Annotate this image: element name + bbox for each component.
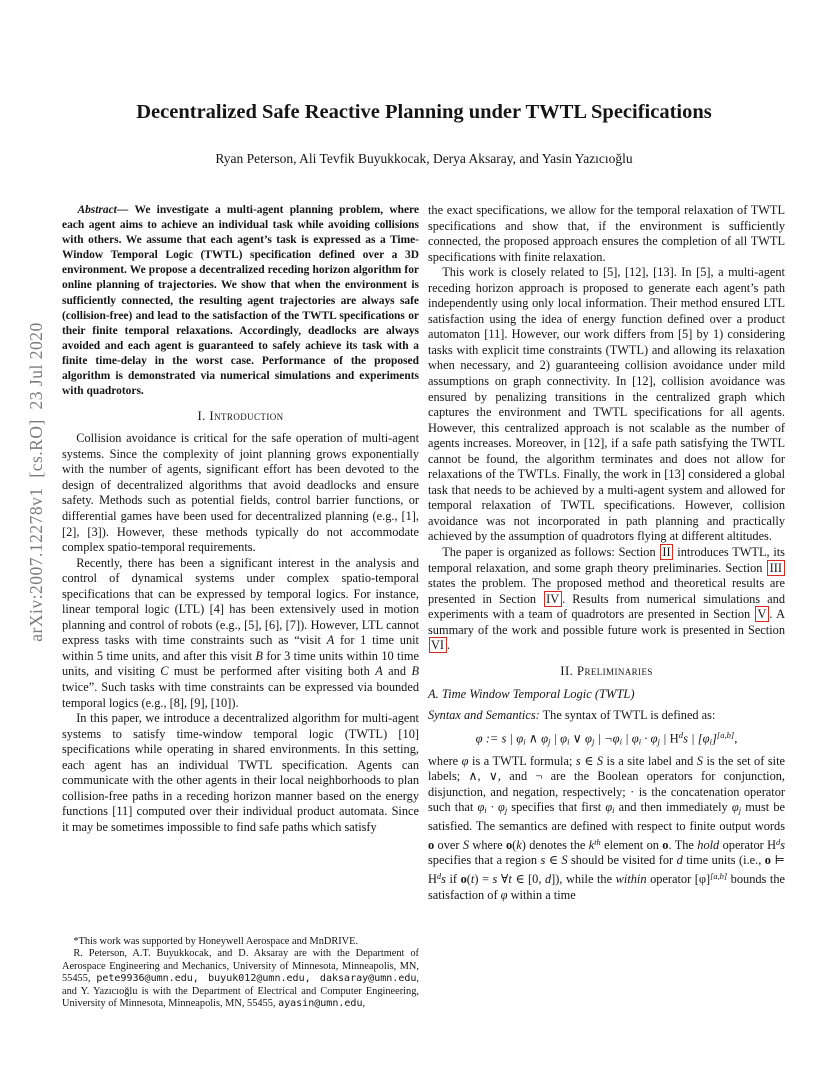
text-segment: (: [466, 872, 471, 887]
text-segment: i: [484, 806, 487, 816]
text-segment: |: [659, 731, 670, 746]
text-segment: k: [588, 837, 595, 852]
text-segment: ) denotes the: [521, 837, 589, 852]
text-segment: . A summary of the work and possible future work is presented in Section: [428, 607, 785, 637]
text-segment: | φ: [622, 731, 639, 746]
intro-paragraph-1: [62, 431, 419, 555]
text-segment: i: [612, 806, 615, 816]
text-segment: th: [594, 837, 601, 847]
text-segment: and then immediately: [614, 800, 732, 815]
text-segment: ∈: [545, 853, 562, 868]
text-segment: ∨ φ: [569, 731, 593, 746]
text-segment: operator: [719, 837, 768, 852]
text-segment: j: [504, 806, 508, 816]
text-segment: ⊨: [770, 853, 785, 868]
text-segment: o: [505, 837, 513, 852]
intro-paragraph-2: [62, 556, 419, 711]
section-ref-link[interactable]: IV: [544, 591, 562, 607]
text-segment: twice”. Such tasks with time constraints can be expressed via bounded temporal logics (e.g., [8], [9], [10]).: [62, 679, 419, 710]
text-segment: S: [696, 753, 703, 768]
text-segment: must be satisfied. The semantics are defined with respect to finite output words: [428, 800, 785, 834]
text-segment: j: [657, 736, 660, 747]
text-segment: The paper is organized as follows: Section: [442, 545, 660, 560]
related-paragraph-1: [428, 203, 785, 265]
text-segment: φ: [605, 800, 613, 815]
text-segment: j: [738, 806, 742, 816]
footnote-affiliations: [62, 948, 419, 1011]
text-segment: s: [540, 853, 546, 868]
text-segment: t: [508, 872, 512, 887]
text-segment: d: [436, 871, 442, 881]
text-segment: φ: [500, 887, 508, 902]
footnote-support: [62, 936, 419, 949]
text-segment: i: [638, 736, 642, 747]
text-segment: We investigate a multi-agent planning problem, where each agent aims to achieve an individual task while avoiding collisions with others. We assume that each agent’s task is expressed as a Time-Window Temporal Logic (TWTL) specification defined over a 3D environment. We propose a decentralized receding horizon algorithm for online planning of trajectories. We show that when the environment is sufficiently connected, the resulting agent trajectories are always safe (collision-free) and lead to the satisfaction of the TWTL specifications or their finite temporal relaxations. Accordingly, deadlocks are always avoided and each agent is guaranteed to safely achieve its task with a finite time-delay in the worst case. Performance of the proposed algorithm is demonstrated via numerical simulations and experiments with quadrotors.: [62, 204, 419, 398]
syntax-semantics-paragraph: [428, 708, 785, 724]
paper-title: Decentralized Safe Reactive Planning under TWTL Specifications: [136, 101, 712, 123]
text-segment: Syntax and Semantics:: [428, 707, 540, 722]
text-segment: is a site label and: [603, 753, 697, 768]
text-segment: .: [447, 638, 451, 653]
twtl-syntax-formula: [428, 730, 785, 746]
text-segment: for 3 time units within 10 time units, and visiting: [62, 648, 419, 679]
text-segment: time units (i.e.,: [682, 853, 765, 868]
text-segment: S: [462, 837, 470, 852]
text-segment: within a time: [507, 887, 576, 902]
text-segment: | ¬φ: [594, 731, 620, 746]
text-segment: This work is closely related to [5], [12], [13]. In [5], a multi-agent receding horizon approach is proposed to generate each agent’s path independently using only local information. Their method ensured LTL satisfaction using the idea of energy function defined over a product automaton [11]. However, our work differs from [5] by 1) considering tasks with explicit time constraints (TWTL) and allowing its relaxation when necessary, and 2) guaranteeing collision avoidance under mild assumptions on graph connectivity. In [12], collision avoidance was ensured by penalizing transitions in the centralized graph which captures the environment and TWTL specifications for all agents. However, this centralized approach is not scalable as the number of agents increases. Moreover, in [12], if a safe path satisfying the TWTL cannot be found, the algorithm terminates and does not allow for relaxations of the TWTLs. Finally, the work in [13] considered a global task that needs to be achieved by a multi-agent system and allowed for temporal relaxation of TWTL specifications. However, collision avoidance was not incorporated in path planning and practically achieved by the assumption of quadrotors flying at different altitudes.: [428, 265, 785, 544]
text-segment: j: [592, 736, 595, 747]
text-segment: element on: [600, 837, 663, 852]
text-segment: Recently, there has been a significant interest in the analysis and control of dynamical systems under complex spatio-temporal specifications that can be expressed by temporal logics. For instance, linear temporal logic (LTL) [4] has been extensively used in motion planning and control of robots (e.g., [5], [6], [7]). However, LTL cannot express tasks with time constraints such as “visit: [62, 555, 419, 648]
text-segment: j: [548, 736, 551, 747]
text-segment: within: [615, 872, 647, 887]
text-segment: specifies that a region: [428, 853, 541, 868]
text-segment: s: [492, 872, 498, 887]
text-segment: s: [575, 753, 581, 768]
text-segment: | [φ: [687, 731, 710, 746]
text-segment: ]), while the: [551, 872, 616, 887]
section-heading-preliminaries: II. Preliminaries: [560, 663, 653, 678]
text-segment: ]: [711, 731, 717, 746]
text-segment: φ: [731, 800, 739, 815]
text-segment: ,: [734, 731, 738, 746]
text-segment: Collision avoidance is critical for the safe operation of multi-agent systems. Since the complexity of joint planning grows exponentially with the number of agents, significant effort has been devoted to the design of decentralized algorithms that avoid deadlocks and ensure safety. Methods such as potential fields, control barrier functions, or differential games have been used for decentralized planning (e.g., [1], [2], [3]). However, these methods typically do not accommodate complex spatio-temporal requirements.: [62, 431, 419, 555]
text-segment: The syntax of TWTL is defined as:: [539, 707, 716, 722]
text-segment: φ := s | φ: [475, 731, 524, 746]
abstract: [62, 203, 419, 399]
paper-authors: Ryan Peterson, Ali Tevfik Buyukkocak, Derya Aksaray, and Yasin Yazıcıoğlu: [215, 151, 633, 166]
text-segment: specifies that first: [507, 800, 606, 815]
text-segment: ∀: [497, 872, 509, 887]
text-segment: | φ: [550, 731, 568, 746]
text-segment: H: [767, 837, 777, 852]
text-segment: d: [544, 872, 552, 887]
text-segment: s: [683, 731, 688, 746]
text-segment: is the set of site labels; ∧, ∨, and ¬ are the Boolean operators for conjunction, disjunction, and negation, respectively; · is the concatenation operator such that: [428, 753, 785, 815]
text-segment: , and Y. Yazıcıoğlu is with the Department of Electrical and Computer Engineering, University of Minnesota, Minneapolis, MN, 55455,: [62, 973, 420, 1010]
text-segment: ∈: [580, 753, 597, 768]
text-segment: φ: [461, 753, 469, 768]
text-segment: t: [470, 872, 475, 887]
section-ref-link[interactable]: VI: [429, 637, 447, 653]
text-segment: S: [561, 853, 568, 868]
text-segment: pete9936@umn.edu, buyuk012@umn.edu, daksaray@umn.edu: [96, 973, 417, 985]
text-segment: the exact specifications, we allow for the temporal relaxation of TWTL specifications and show that, if the environment is sufficiently connected, the proposed approach ensures the completion of all TWTL specifications with finite relaxation.: [428, 203, 785, 264]
text-segment: s: [780, 837, 786, 852]
text-segment: *This work was supported by Honeywell Aerospace and MnDRIVE.: [73, 935, 359, 947]
text-segment: H: [669, 731, 679, 746]
text-segment: over: [434, 837, 463, 852]
text-segment: hold: [697, 837, 720, 852]
text-segment: d: [676, 853, 683, 868]
text-segment: ∧ φ: [525, 731, 549, 746]
text-segment: must be performed after visiting both: [168, 664, 376, 679]
text-segment: In this paper, we introduce a decentralized algorithm for multi-agent systems to satisfy time-window temporal logic (TWTL) [10] specifications while operating in shared environments. In this setting, each agent has an individual TWTL specification. Agents can communicate with the other agents in their local neighborhoods to plan collision-free paths in a receding horizon manner based on the energy functions [11] computed over their individual product automata. Since it may be sometimes impossible to find safe paths which satisfy: [62, 711, 419, 834]
text-segment: o: [460, 872, 467, 887]
text-segment: i: [567, 736, 570, 747]
text-segment: d: [776, 837, 781, 847]
text-segment: where: [428, 753, 462, 768]
organization-paragraph: [428, 545, 785, 654]
text-segment: φ: [477, 800, 485, 815]
text-segment: and: [382, 664, 412, 679]
text-segment: introduces TWTL, its temporal relaxation, and some graph theory preliminaries. Section: [428, 545, 785, 575]
text-segment: . The: [668, 837, 698, 852]
text-segment: S: [596, 753, 604, 768]
text-segment: H: [428, 872, 437, 887]
section-ref-link[interactable]: V: [755, 606, 769, 622]
text-segment: · φ: [641, 731, 658, 746]
text-segment: bounds the satisfaction of: [428, 872, 785, 902]
text-segment: R. Peterson, A.T. Buyukkocak, and D. Aksaray are with the Department of Aerospace Engineering and Mechanics, University of Minnesota, Minneapolis, MN, 55455,: [62, 948, 419, 985]
text-segment: if: [445, 872, 461, 887]
text-segment: i: [709, 736, 712, 747]
text-segment: C: [160, 664, 169, 679]
text-segment: should be visited for: [567, 853, 677, 868]
text-segment: A: [326, 633, 335, 648]
text-segment: i: [523, 736, 526, 747]
text-segment: ∈ [0,: [511, 872, 545, 887]
text-segment: · φ: [486, 800, 505, 815]
footnote-block: [62, 936, 419, 1011]
right-column: [428, 203, 785, 903]
text-segment: s: [441, 872, 446, 887]
arxiv-watermark: arXiv:2007.12278v1 [cs.RO] 23 Jul 2020: [26, 322, 46, 642]
text-segment: Abstract—: [77, 204, 135, 216]
text-segment: [a,b]: [710, 871, 728, 881]
text-segment: ,: [362, 998, 366, 1010]
text-segment: for 1 time unit within 5 time units, and after this visit: [62, 633, 419, 663]
left-column: [62, 203, 419, 1015]
section-ref-link[interactable]: III: [767, 560, 784, 576]
intro-paragraph-3: [62, 711, 419, 835]
text-segment: ayasin@umn.edu: [278, 998, 363, 1010]
text-segment: B: [411, 664, 419, 679]
text-segment: A: [375, 664, 383, 679]
subsection-heading-twtl: A. Time Window Temporal Logic (TWTL): [428, 686, 635, 701]
where-paragraph: [428, 754, 785, 903]
text-segment: [a,b]: [716, 730, 735, 741]
section-heading-introduction: I. Introduction: [197, 409, 284, 424]
section-ref-link[interactable]: II: [660, 544, 673, 560]
text-segment: i: [619, 736, 622, 747]
text-segment: . Results from numerical simulations and experiments with a team of quadrotors are presented in Section: [428, 591, 785, 622]
text-segment: B: [255, 648, 263, 663]
text-segment: is a TWTL formula;: [468, 753, 576, 768]
text-segment: ) =: [474, 872, 493, 887]
text-segment: states the problem. The proposed method and theoretical results are presented in Section: [428, 576, 785, 606]
text-segment: where: [469, 837, 506, 852]
text-segment: d: [678, 730, 684, 741]
text-segment: o: [428, 837, 435, 852]
text-segment: operator [φ]: [646, 872, 711, 887]
text-segment: o: [662, 837, 669, 852]
text-segment: o: [764, 853, 771, 868]
text-segment: (: [512, 837, 517, 852]
related-paragraph-2: [428, 265, 785, 545]
text-segment: k: [516, 837, 522, 852]
